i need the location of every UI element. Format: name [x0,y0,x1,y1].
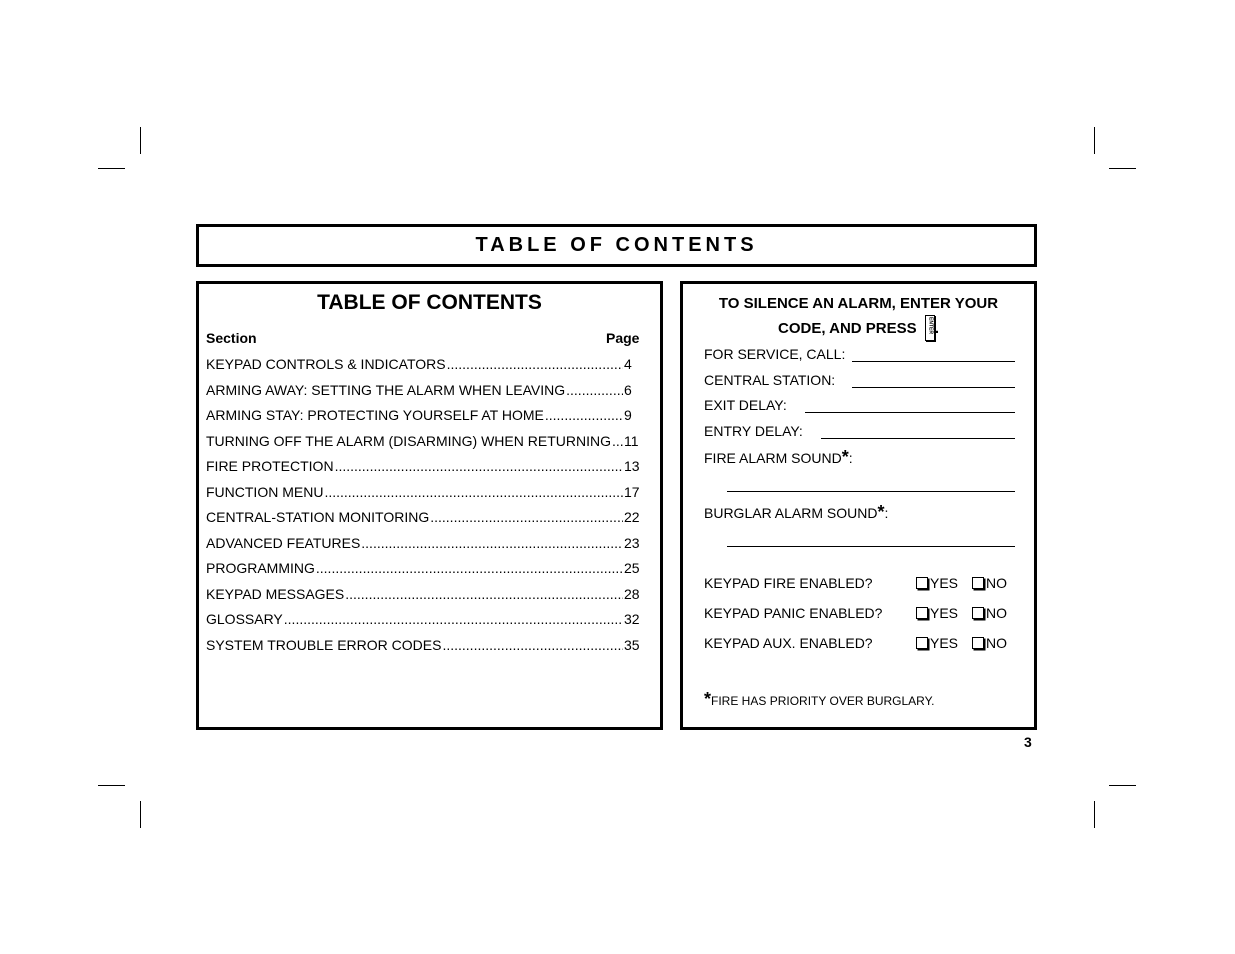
priority-note [704,689,935,709]
central-station-blank-line [852,387,1015,388]
keypad-option-yes-label: YES [930,635,959,651]
toc-entry [206,356,642,382]
toc-entry-page: 13 [624,458,640,474]
toc-entry-page: 23 [624,534,640,551]
checkbox-icon [916,637,928,649]
burglar-sound-colon: : [884,505,889,521]
toc-entry-section: PROGRAMMING [206,560,315,576]
checkbox-icon [916,577,928,589]
toc-entry [206,535,642,561]
toc-entry-page: 4 [624,356,632,372]
toc-entry-section: ARMING AWAY: SETTING THE ALARM WHEN LEAVING [206,381,566,398]
toc-entry-section: ARMING STAY: PROTECTING YOURSELF AT HOME [206,407,544,423]
crop-mark [98,168,125,169]
page-number: 3 [1024,734,1032,750]
toc-entry-leader [324,484,623,500]
keypad-option-yes-checkbox[interactable] [916,575,958,591]
toc-entry-page: 32 [624,611,640,627]
toc-entry-section: FIRE PROTECTION [206,458,334,474]
section-column-header: Section [206,330,257,346]
toc-entry-leader [612,433,623,449]
keypad-option-no-label: NO [986,635,1007,651]
toc-entry-section: KEYPAD MESSAGES [206,585,345,602]
keypad-option-label: KEYPAD PANIC ENABLED? [704,605,883,621]
silence-line-2: CODE, AND PRESS [778,320,917,337]
toc-entry-leader [442,637,623,653]
fire-sound-label: FIRE ALARM SOUND [704,450,842,466]
toc-panel [196,281,663,730]
keypad-option-yes-checkbox[interactable] [916,605,958,621]
header-title: TABLE OF CONTENTS [475,234,758,256]
toc-entry [206,637,642,663]
keypad-option-no-checkbox[interactable] [972,635,1007,651]
toc-list [206,356,642,662]
fire-sound-colon: : [848,450,853,466]
toc-entry-page: 28 [624,585,640,602]
service-blank-line [852,361,1015,362]
keypad-option-no-label: NO [986,575,1007,591]
toc-entry-leader [284,611,623,627]
fire-sound-blank-line [727,491,1015,492]
checkbox-icon [916,607,928,619]
toc-entry-section: FUNCTION MENU [206,483,324,500]
toc-entry-page: 9 [624,407,632,423]
silence-period: . [934,320,939,337]
toc-entry [206,484,642,510]
toc-entry-page: 11 [624,432,639,449]
keypad-option-no-checkbox[interactable] [972,575,1007,591]
toc-entry-leader [430,509,623,525]
crop-mark [140,801,141,828]
toc-entry-section: SYSTEM TROUBLE ERROR CODES [206,636,442,653]
checkbox-icon [972,637,984,649]
toc-entry-leader [361,535,623,551]
toc-entry [206,611,642,637]
crop-mark [98,785,125,786]
entry-delay-label: ENTRY DELAY: [704,423,803,439]
burglar-sound-blank-line [727,546,1015,547]
central-station-label: CENTRAL STATION: [704,372,836,388]
enter-key-label: ENTER [927,317,934,334]
toc-entry-leader [447,356,623,372]
keypad-option-yes-checkbox[interactable] [916,635,958,651]
checkbox-icon [972,607,984,619]
crop-mark [140,127,141,154]
fire-sound-asterisk: * [841,447,849,467]
keypad-option-no-label: NO [986,605,1007,621]
keypad-option-label: KEYPAD AUX. ENABLED? [704,635,873,651]
toc-title: TABLE OF CONTENTS [317,291,542,314]
toc-entry-page: 35 [624,636,640,653]
toc-entry-page: 6 [624,381,632,398]
burglar-sound-asterisk: * [877,502,885,522]
toc-entry [206,509,642,535]
toc-entry-leader [345,586,623,602]
burglar-sound-label: BURGLAR ALARM SOUND [704,505,878,521]
toc-entry-leader [545,407,623,423]
toc-entry [206,586,642,612]
toc-entry-page: 22 [624,509,640,525]
header-banner [196,224,1037,267]
toc-entry [206,382,642,408]
toc-entry-leader [335,458,623,474]
enter-key-icon [925,315,935,341]
toc-entry-page: 17 [624,483,640,500]
info-panel [680,281,1037,730]
crop-mark [1109,785,1136,786]
toc-entry-leader [316,560,623,576]
keypad-option-yes-label: YES [930,605,959,621]
keypad-option-yes-label: YES [930,575,959,591]
fire-sound-field [704,447,853,467]
crop-mark [1109,168,1136,169]
checkbox-icon [972,577,984,589]
toc-entry [206,458,642,484]
burglar-sound-field [704,502,889,522]
crop-mark [1094,127,1095,154]
note-asterisk: * [704,689,712,709]
exit-delay-label: EXIT DELAY: [704,397,787,413]
keypad-option-no-checkbox[interactable] [972,605,1007,621]
toc-entry-page: 25 [624,560,640,576]
toc-entry [206,433,642,459]
toc-entry [206,407,642,433]
toc-entry-section: ADVANCED FEATURES [206,534,361,551]
note-text: FIRE HAS PRIORITY OVER BURGLARY. [711,694,935,708]
page-column-header: Page [606,330,640,346]
toc-entry-leader [566,382,623,398]
entry-delay-blank-line [821,438,1015,439]
exit-delay-blank-line [805,412,1015,413]
silence-line-1: TO SILENCE AN ALARM, ENTER YOUR [718,295,999,312]
crop-mark [1094,801,1095,828]
toc-entry-section: CENTRAL-STATION MONITORING [206,509,430,525]
keypad-option-label: KEYPAD FIRE ENABLED? [704,575,873,591]
toc-entry [206,560,642,586]
silence-instructions [697,293,1020,341]
toc-entry-section: GLOSSARY [206,611,283,627]
toc-entry-section: KEYPAD CONTROLS & INDICATORS [206,356,446,372]
toc-entry-section: TURNING OFF THE ALARM (DISARMING) WHEN RETURNING [206,432,611,449]
service-label: FOR SERVICE, CALL: [704,346,846,362]
